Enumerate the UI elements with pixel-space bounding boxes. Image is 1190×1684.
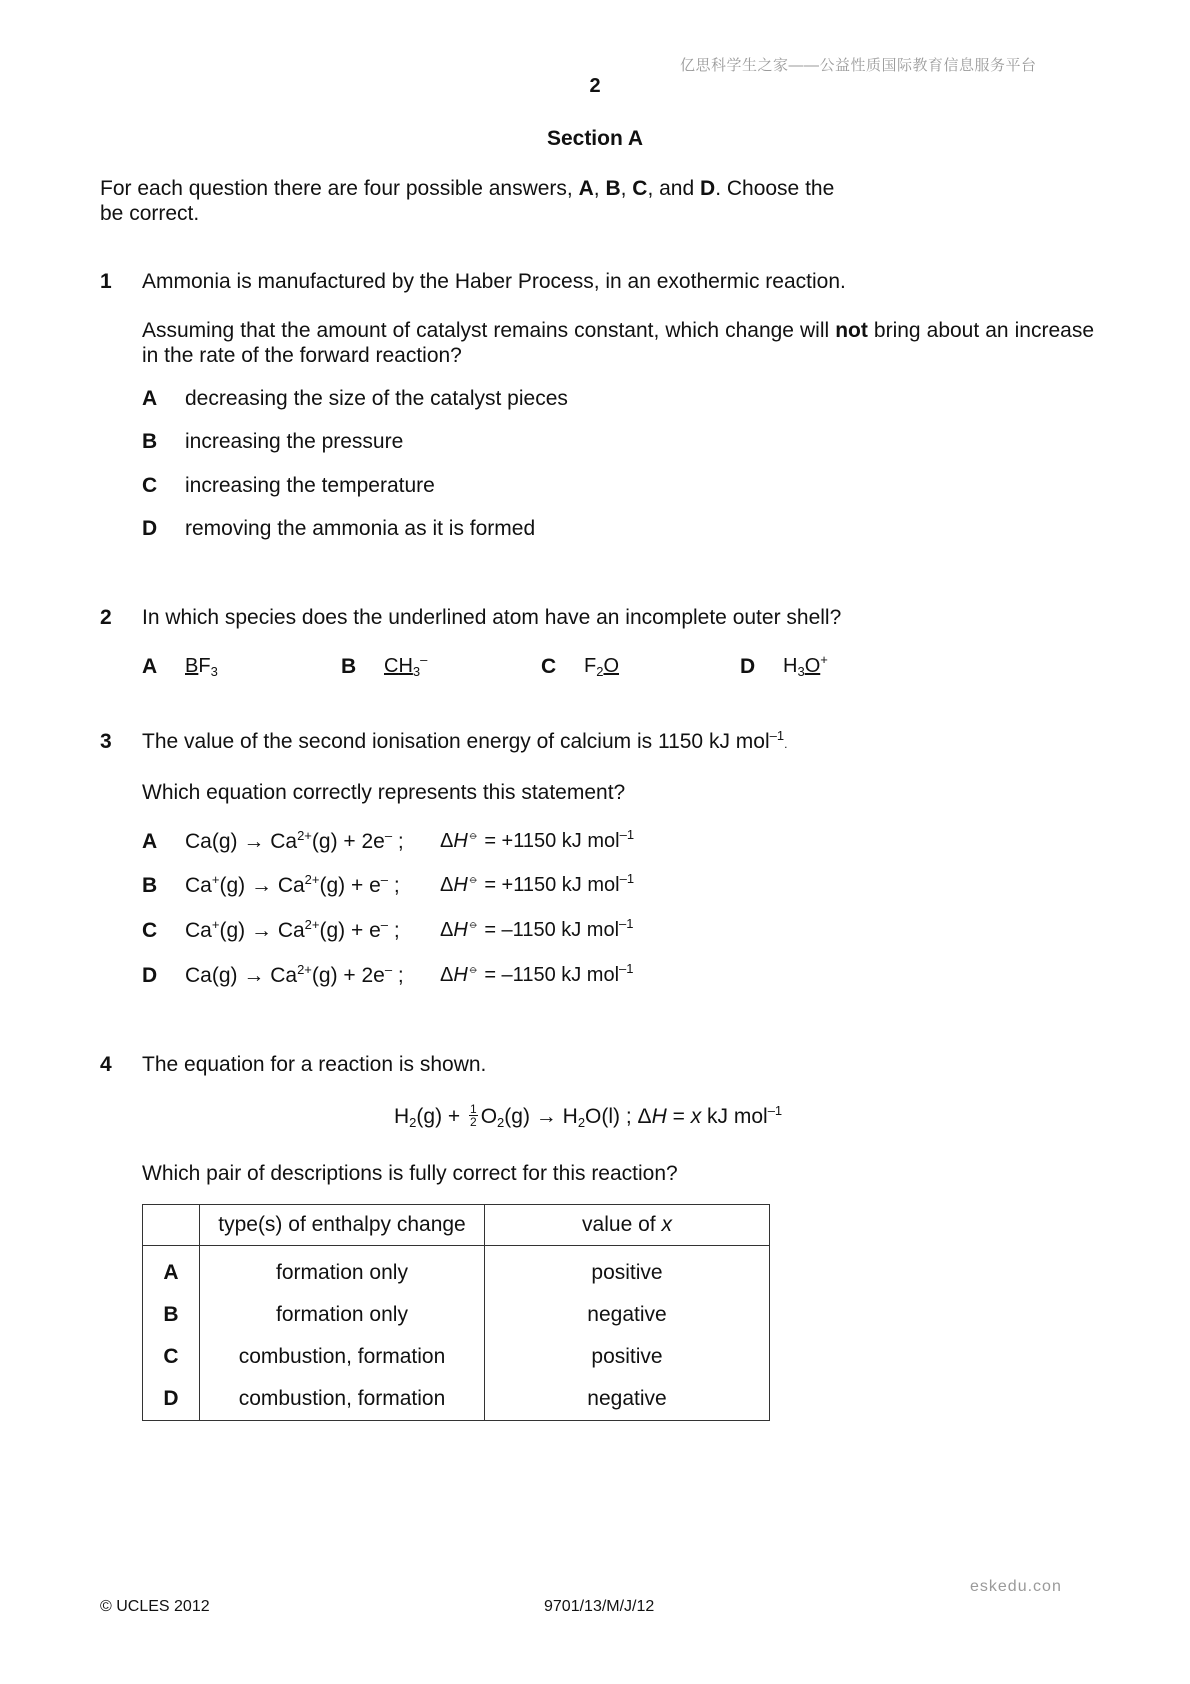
subscript: 2 — [596, 664, 604, 679]
superscript: –1 — [769, 728, 785, 743]
superscript: – — [384, 828, 393, 843]
q1-subtext-end: bring about an increase in the rate of the forward reaction? — [142, 319, 1094, 367]
instructions-line2: be correct. — [100, 202, 200, 225]
eq-part: (g) — [504, 1105, 530, 1129]
standard-state-icon: ⦵ — [467, 961, 479, 976]
question-4-number: 4 — [100, 1053, 112, 1076]
eq-lhs-end: (g) — [219, 919, 246, 942]
superscript: 2+ — [304, 917, 320, 932]
subscript: 3 — [210, 664, 218, 679]
question-2-number: 2 — [100, 606, 112, 629]
superscript: –1 — [767, 1103, 783, 1119]
instr-letter-c: C — [632, 177, 648, 200]
q2-option-letter: D — [740, 655, 756, 678]
standard-state-icon: ⦵ — [467, 916, 479, 931]
q3-option-equation — [185, 874, 400, 898]
instructions-text-end: . Choose the — [715, 177, 835, 200]
question-3-number: 3 — [100, 730, 112, 753]
q1-option-letter: A — [142, 387, 158, 410]
superscript: 2+ — [297, 962, 312, 977]
q1-option-text: increasing the pressure — [185, 430, 404, 453]
eq-part: H — [394, 1105, 410, 1129]
eq-unit: kJ mol — [701, 1105, 768, 1129]
fraction-half — [469, 1103, 478, 1128]
table-header-cell — [485, 1205, 770, 1246]
table-row — [143, 1378, 770, 1421]
eq-lhs: Ca — [185, 874, 212, 897]
standard-state-icon: ⦵ — [467, 827, 479, 842]
superscript: 2+ — [297, 828, 312, 843]
footer-code: 9701/13/M/J/12 — [544, 1598, 655, 1615]
header-text: value of — [582, 1213, 662, 1236]
superscript: – — [420, 652, 428, 667]
formula-part: H — [398, 655, 413, 677]
q4-answer-table — [142, 1204, 770, 1421]
q3-option-letter: B — [142, 874, 158, 897]
q1-option-letter: C — [142, 474, 158, 497]
variable-x: x — [690, 1105, 702, 1129]
subscript: 2 — [497, 1115, 505, 1131]
delta-h: ΔH — [440, 874, 468, 896]
subscript: 3 — [412, 664, 421, 679]
eq-rhs: Ca — [270, 964, 298, 987]
q3-option-equation — [185, 830, 404, 854]
arrow-icon: → — [535, 1105, 557, 1129]
eq-rhs-end: (g) + 2e — [311, 830, 385, 853]
eq-lhs: Ca — [185, 919, 212, 942]
table-cell: positive — [485, 1336, 770, 1378]
superscript: –1 — [619, 961, 634, 976]
eq-part: H — [562, 1105, 578, 1129]
underlined-atom: O — [804, 655, 821, 677]
arrow-icon: → — [243, 830, 265, 853]
q3-option-equation — [185, 964, 404, 988]
eq-sep: ; — [388, 874, 400, 897]
instr-letter-b: B — [605, 177, 621, 200]
table-cell: negative — [485, 1294, 770, 1336]
eq-rhs: Ca — [270, 830, 298, 853]
superscript: + — [820, 652, 828, 667]
table-header-cell — [143, 1205, 200, 1246]
q2-option-formula — [584, 655, 619, 678]
eq-sep: ; — [392, 830, 404, 853]
enthalpy-value: = +1150 kJ mol — [478, 874, 620, 896]
question-4-text: The equation for a reaction is shown. — [142, 1053, 487, 1076]
enthalpy-value: = –1150 kJ mol — [478, 919, 620, 941]
q3-option-letter: D — [142, 964, 158, 987]
eq-lhs-end: (g) — [219, 874, 246, 897]
q1-option-letter: B — [142, 430, 158, 453]
table-cell: combustion, formation — [200, 1378, 485, 1421]
table-cell: A — [143, 1246, 200, 1295]
q2-option-letter: C — [541, 655, 557, 678]
q1-option-text: removing the ammonia as it is formed — [185, 517, 536, 540]
q3-option-letter: A — [142, 830, 158, 853]
q2-option-letter: B — [341, 655, 357, 678]
q3-option-equation — [185, 919, 400, 943]
question-3-subtext: Which equation correctly represents this statement? — [142, 781, 626, 804]
instructions-text: For each question there are four possible answers, — [100, 177, 579, 200]
superscript: + — [211, 872, 220, 887]
q1-option-letter: D — [142, 517, 158, 540]
table-cell: C — [143, 1336, 200, 1378]
header-variable-x: x — [661, 1213, 672, 1236]
delta-h: ΔH — [440, 830, 468, 852]
table-cell: D — [143, 1378, 200, 1421]
q2-option-letter: A — [142, 655, 158, 678]
table-cell: positive — [485, 1246, 770, 1295]
subscript: 2 — [409, 1115, 417, 1131]
table-row — [143, 1336, 770, 1378]
superscript: + — [211, 917, 220, 932]
instr-letter-d: D — [700, 177, 716, 200]
arrow-icon: → — [250, 874, 272, 897]
superscript: 2+ — [304, 872, 320, 887]
q3-option-letter: C — [142, 919, 158, 942]
watermark-header: 亿思科学生之家——公益性质国际教育信息服务平台 — [680, 57, 1037, 74]
underlined-atom: O — [603, 655, 620, 677]
instr-letter-a: A — [578, 177, 594, 200]
underlined-atom: B — [185, 655, 199, 677]
fraction-numerator: 1 — [470, 1102, 477, 1116]
delta-h: ΔH — [440, 964, 468, 986]
eq-part: O — [480, 1105, 498, 1129]
superscript: – — [380, 872, 389, 887]
question-1-subtext — [142, 318, 1094, 368]
table-cell: B — [143, 1294, 200, 1336]
underlined-atom: C — [384, 655, 399, 677]
table-row — [143, 1294, 770, 1336]
eq-sep: ; — [388, 919, 400, 942]
q1-option-text: decreasing the size of the catalyst pieces — [185, 387, 568, 410]
eq-rhs-end: (g) + e — [319, 919, 381, 942]
subscript: 2 — [577, 1115, 586, 1131]
question-3-text — [142, 730, 787, 754]
eq-rhs-end: (g) + 2e — [311, 964, 385, 987]
arrow-icon: → — [250, 919, 272, 942]
q3-option-enthalpy — [440, 916, 634, 942]
question-1-number: 1 — [100, 270, 112, 293]
q1-option-text: increasing the temperature — [185, 474, 435, 497]
q4-equation — [394, 1102, 783, 1131]
question-4-subtext: Which pair of descriptions is fully correct for this reaction? — [142, 1162, 678, 1185]
eq-rhs-end: (g) + e — [319, 874, 381, 897]
formula-part: F — [198, 655, 211, 677]
eq-sep: ; — [392, 964, 404, 987]
watermark-footer: eskedu.con — [970, 1578, 1062, 1595]
question-1-text: Ammonia is manufactured by the Haber Process, in an exothermic reaction. — [142, 270, 846, 293]
q1-subtext-start: Assuming that the amount of catalyst remains constant, which change will — [142, 319, 836, 342]
q2-option-formula — [185, 655, 218, 678]
table-header-cell: type(s) of enthalpy change — [200, 1205, 485, 1246]
instructions: For each question there are four possible answers, A, B, C, and D. Choose the be correct. — [100, 177, 835, 225]
eq-part: O(l) ; — [585, 1105, 638, 1129]
table-cell: formation only — [200, 1246, 485, 1295]
superscript: – — [380, 917, 389, 932]
superscript: – — [384, 962, 393, 977]
q2-option-formula — [384, 652, 428, 679]
q3-text-main: The value of the second ionisation energy of calcium is 1150 kJ mol — [142, 730, 770, 753]
q1-not-bold: not — [835, 319, 868, 342]
eq-lhs: Ca(g) — [185, 964, 238, 987]
fraction-denominator: 2 — [470, 1115, 477, 1129]
delta-h: ΔH — [637, 1105, 667, 1129]
table-row — [143, 1246, 770, 1295]
standard-state-icon: ⦵ — [467, 871, 479, 886]
q3-period: . — [784, 737, 788, 751]
question-2-text: In which species does the underlined atom have an incomplete outer shell? — [142, 606, 842, 629]
table-cell: combustion, formation — [200, 1336, 485, 1378]
eq-rhs: Ca — [277, 874, 305, 897]
q2-option-formula — [783, 652, 828, 679]
table-cell: negative — [485, 1378, 770, 1421]
table-header-row — [143, 1205, 770, 1246]
instr-and: and — [659, 177, 695, 200]
eq-rhs: Ca — [277, 919, 305, 942]
formula-part: F — [584, 655, 597, 677]
table-cell: formation only — [200, 1294, 485, 1336]
superscript: –1 — [619, 871, 635, 886]
q3-option-enthalpy — [440, 961, 634, 987]
subscript: 3 — [797, 664, 805, 679]
delta-h: ΔH — [440, 919, 468, 941]
section-title: Section A — [546, 127, 644, 150]
superscript: –1 — [619, 827, 635, 842]
eq-lhs: Ca(g) — [185, 830, 238, 853]
q3-option-enthalpy — [440, 871, 635, 897]
page-number: 2 — [589, 75, 601, 97]
eq-part: = — [666, 1105, 691, 1129]
superscript: –1 — [619, 916, 634, 931]
footer-copyright: © UCLES 2012 — [100, 1598, 210, 1615]
arrow-icon: → — [243, 964, 265, 987]
enthalpy-value: = –1150 kJ mol — [478, 964, 620, 986]
enthalpy-value: = +1150 kJ mol — [478, 830, 620, 852]
formula-part: H — [783, 655, 798, 677]
q3-option-enthalpy — [440, 827, 635, 853]
eq-part: (g) + — [416, 1105, 461, 1129]
